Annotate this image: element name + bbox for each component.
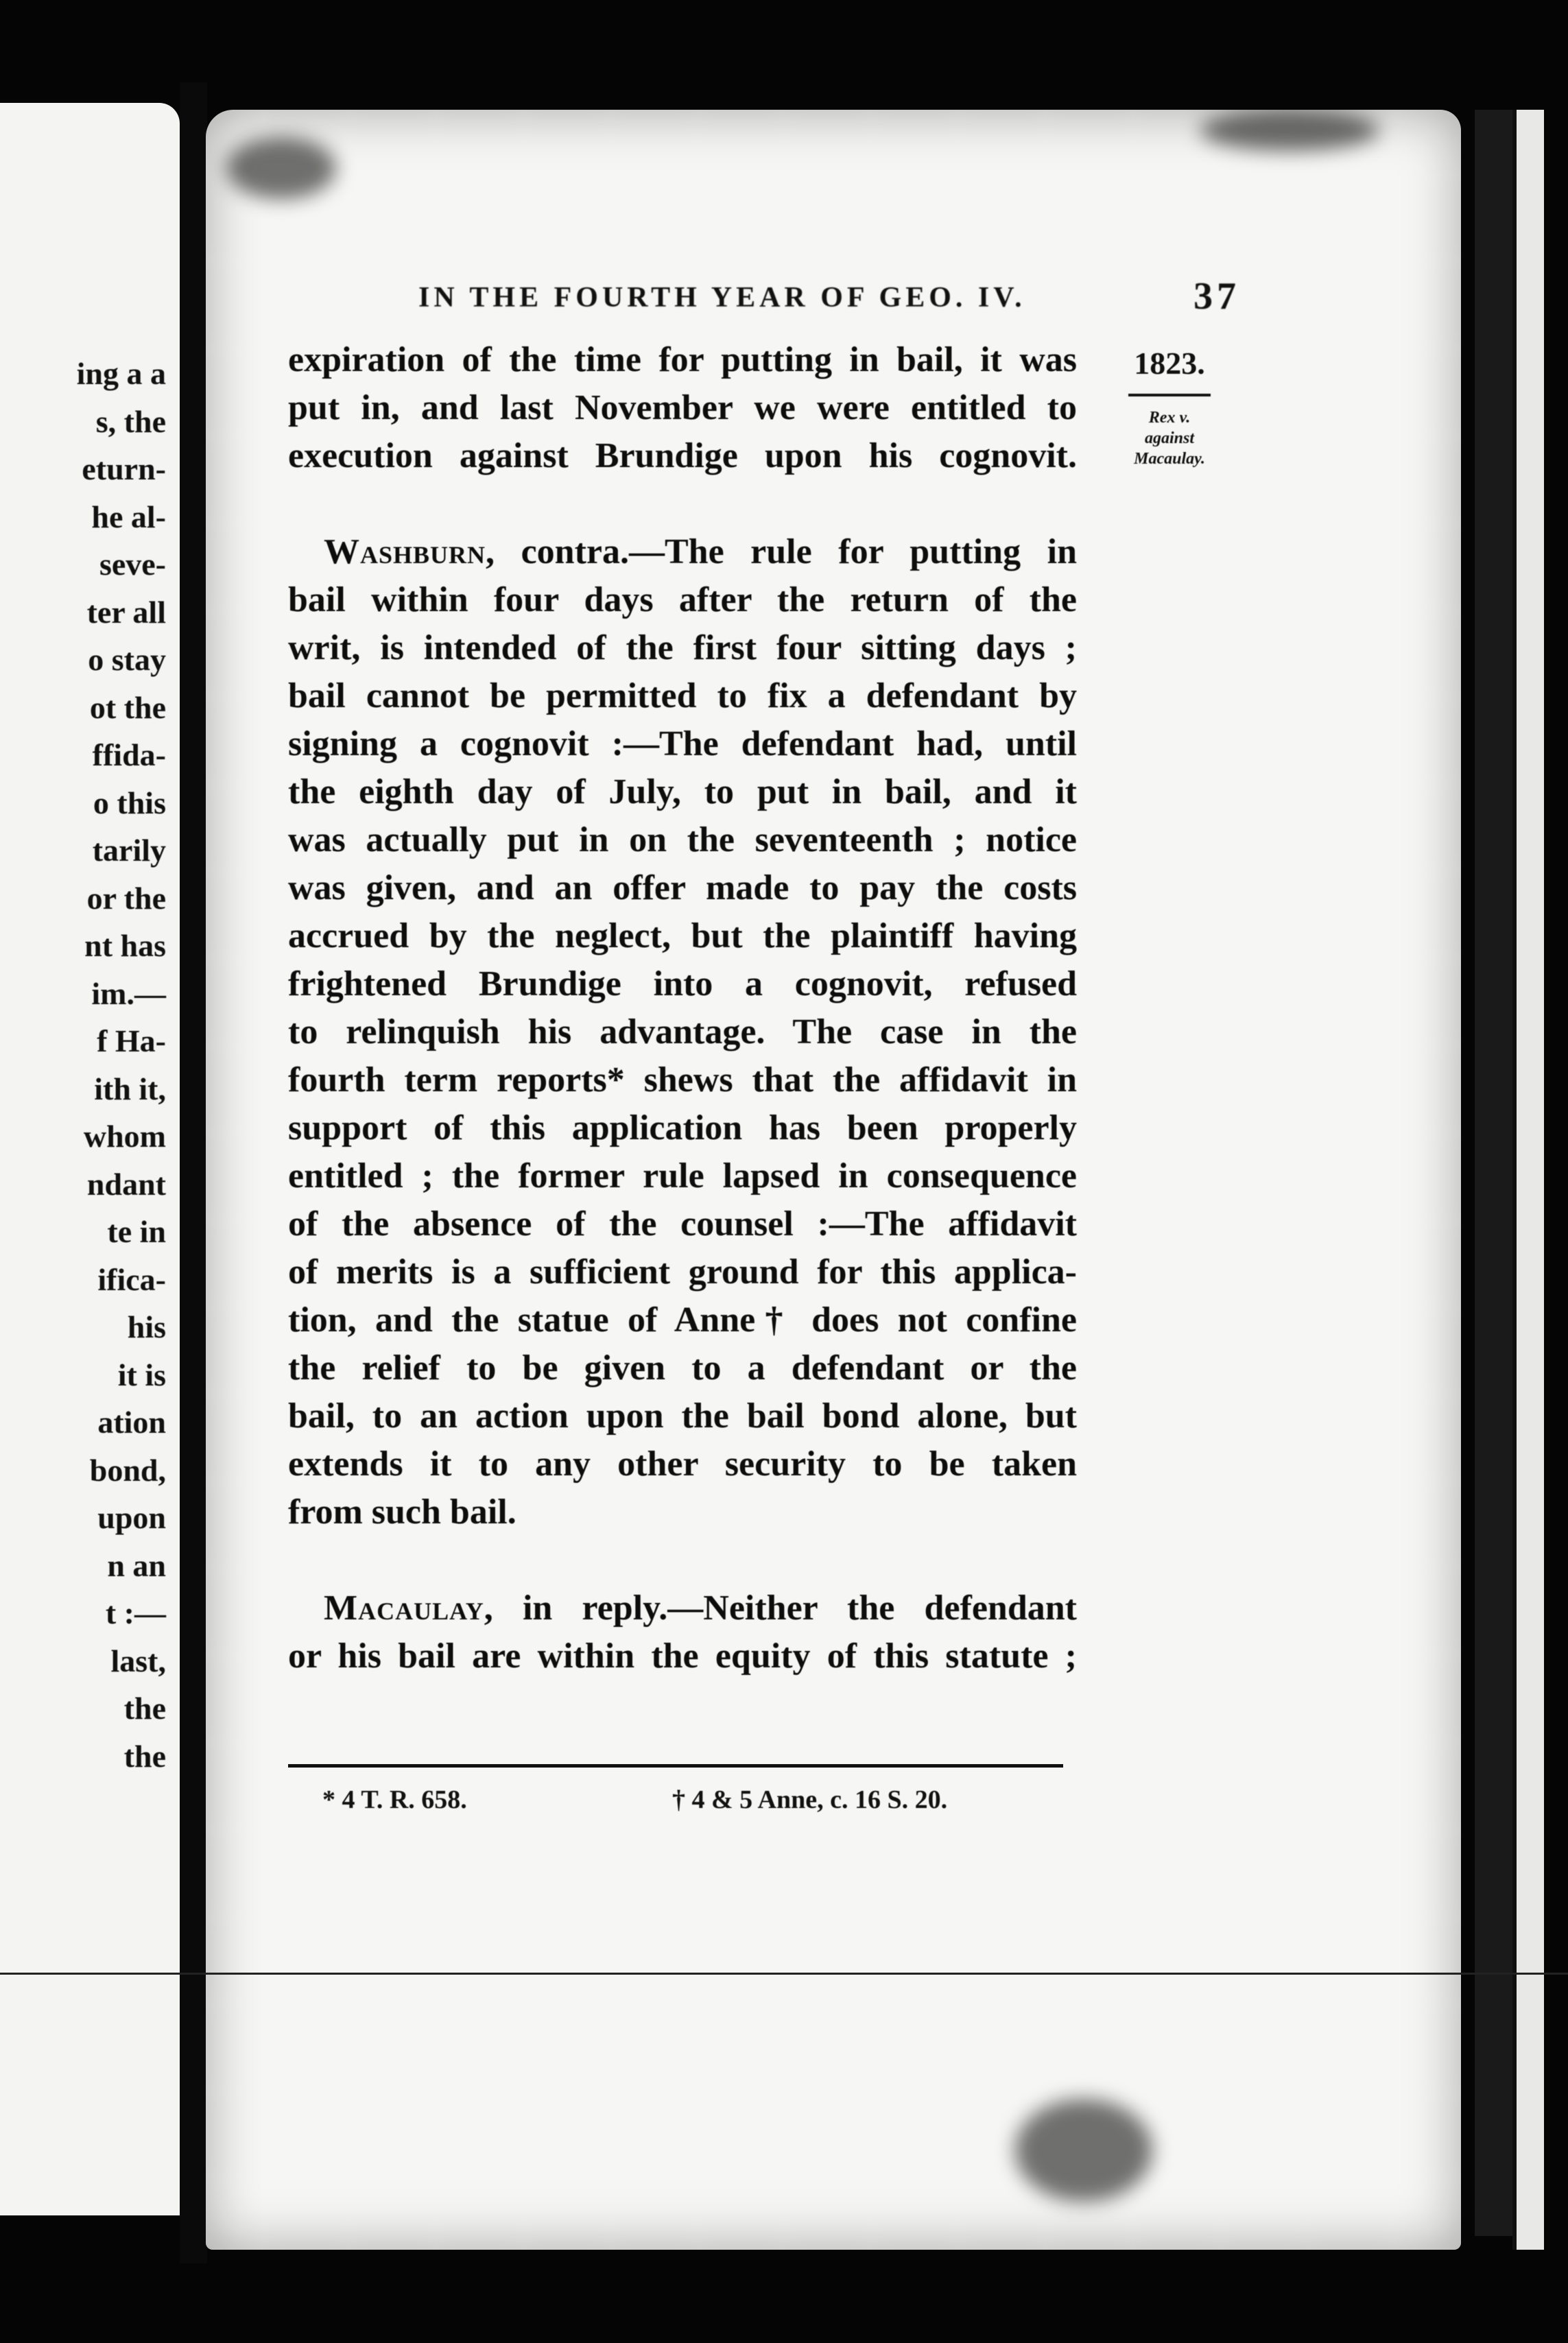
text-line: put in, and last November we were entitled to: [288, 388, 1077, 427]
footnote-2: † 4 & 5 Anne, c. 16 S. 20.: [672, 1785, 948, 1814]
margin-note-line: Rex v.: [1148, 409, 1191, 427]
left-page-fragment: t :—: [105, 1595, 166, 1630]
left-page-fragment: he al-: [91, 499, 166, 534]
left-page-fragment: ter all: [86, 594, 166, 630]
line-text: , in reply.—Neither the defendant: [484, 1589, 1077, 1628]
left-page-fragment: his: [127, 1309, 166, 1344]
speaker-name: Macaulay: [324, 1589, 484, 1628]
line-text: , contra.—The rule for putting in: [486, 532, 1077, 571]
scan-smudge: [1200, 110, 1379, 151]
paragraph-2-first-line: [288, 528, 1077, 576]
scan-artifact-line: [0, 1973, 1568, 1975]
text-line: expiration of the time for putting in bail, it was: [288, 340, 1077, 379]
left-page-fragment: it is: [117, 1357, 166, 1392]
left-page-text-fragments: [1, 350, 166, 1780]
text-line: of the absence of the counsel :—The affidavit: [288, 1204, 1077, 1244]
text-line: the eighth day of July, to put in bail, and it: [288, 772, 1077, 811]
text-line: fourth term reports* shews that the affidavit in: [288, 1060, 1077, 1099]
text-line: to relinquish his advantage. The case in the: [288, 1012, 1077, 1051]
text-line: signing a cognovit :—The defendant had, until: [288, 724, 1077, 763]
left-page-fragment: upon: [97, 1500, 166, 1535]
left-page-fragment: o this: [93, 785, 166, 820]
text-line: execution against Brundige upon his cognovit.: [288, 436, 1077, 475]
paragraph-3-first-line: [288, 1584, 1077, 1632]
paragraph-1: [288, 336, 1077, 480]
left-page-fragment: whom: [83, 1119, 166, 1154]
scan-smudge: [1015, 2099, 1152, 2202]
right-page-edge: [1512, 110, 1544, 2250]
left-page-fragment: ndant: [86, 1166, 166, 1202]
text-line: from such bail.: [288, 1492, 516, 1532]
main-page: [206, 110, 1461, 2250]
left-page-fragment: o stay: [88, 642, 166, 677]
left-page-fragment: s, the: [95, 403, 166, 439]
paragraph-gap: [288, 1536, 1077, 1584]
text-line: the relief to be given to a defendant or the: [288, 1348, 1077, 1388]
body-text: [288, 336, 1077, 1680]
left-page-fragment: nt has: [84, 928, 166, 963]
speaker-name: Washburn: [324, 532, 486, 571]
footnote-rule: [288, 1764, 1063, 1768]
book-gutter: [180, 82, 207, 2263]
left-page-fragment: seve-: [99, 547, 166, 582]
margin-note: [1097, 343, 1242, 469]
left-page-fragment: n an: [107, 1547, 166, 1583]
text-line: bail cannot be permitted to fix a defendant by: [288, 676, 1077, 715]
left-page-fragment: bond,: [89, 1452, 166, 1488]
paragraph-gap: [288, 480, 1077, 528]
left-page-fragment: ing a a: [76, 356, 166, 391]
text-line: accrued by the neglect, but the plaintiff having: [288, 916, 1077, 955]
text-line: or his bail are within the equity of this statute ;: [288, 1637, 1077, 1676]
margin-note-rule: [1128, 394, 1211, 396]
text-line: bail within four days after the return of the: [288, 580, 1077, 619]
text-line: was actually put in on the seventeenth ; notice: [288, 820, 1077, 859]
text-line: was given, and an offer made to pay the costs: [288, 868, 1077, 907]
left-page-fragment: te in: [107, 1214, 166, 1249]
text-line: frightened Brundige into a cognovit, refused: [288, 964, 1077, 1003]
text-line: extends it to any other security to be taken: [288, 1444, 1077, 1484]
text-line: writ, is intended of the first four sitting days ;: [288, 628, 1077, 667]
text-line: support of this application has been properly: [288, 1108, 1077, 1147]
running-title: IN THE FOURTH YEAR OF GEO. IV.: [418, 282, 1026, 313]
page-number: 37: [1193, 275, 1240, 318]
text-line: bail, to an action upon the bail bond alone, but: [288, 1396, 1077, 1436]
left-page-fragment: f Ha-: [97, 1023, 166, 1058]
left-page-fragment: the: [123, 1738, 166, 1774]
paragraph-3: [288, 1632, 1077, 1680]
paragraph-2: [288, 576, 1077, 1536]
left-page-fragment: eturn-: [82, 451, 166, 486]
left-page-fragment: ifica-: [97, 1261, 166, 1297]
text-line: of merits is a sufficient ground for this applica-: [288, 1252, 1077, 1292]
left-page-fragment: tarily: [92, 833, 166, 868]
margin-note-line: Macaulay.: [1134, 450, 1205, 468]
left-page-fragment: last,: [110, 1643, 166, 1678]
left-page-fragment: or the: [86, 880, 166, 916]
left-page-fragment: im.—: [91, 975, 166, 1011]
left-page-fragment: the: [123, 1691, 166, 1726]
left-page-fragment: ot the: [89, 689, 166, 725]
margin-note-line: against: [1144, 429, 1195, 447]
footnote-1: * 4 T. R. 658.: [322, 1785, 467, 1814]
text-line: entitled ; the former rule lapsed in consequence: [288, 1156, 1077, 1196]
left-page-fragment: ith it,: [94, 1071, 166, 1106]
left-facing-page: [0, 103, 180, 2215]
scan-smudge: [226, 137, 336, 199]
text-line: tion, and the statue of Anne† does not confine: [288, 1300, 1077, 1340]
left-page-fragment: ation: [97, 1405, 166, 1440]
left-page-fragment: ffida-: [92, 737, 166, 772]
margin-note-year: 1823.: [1134, 346, 1205, 381]
